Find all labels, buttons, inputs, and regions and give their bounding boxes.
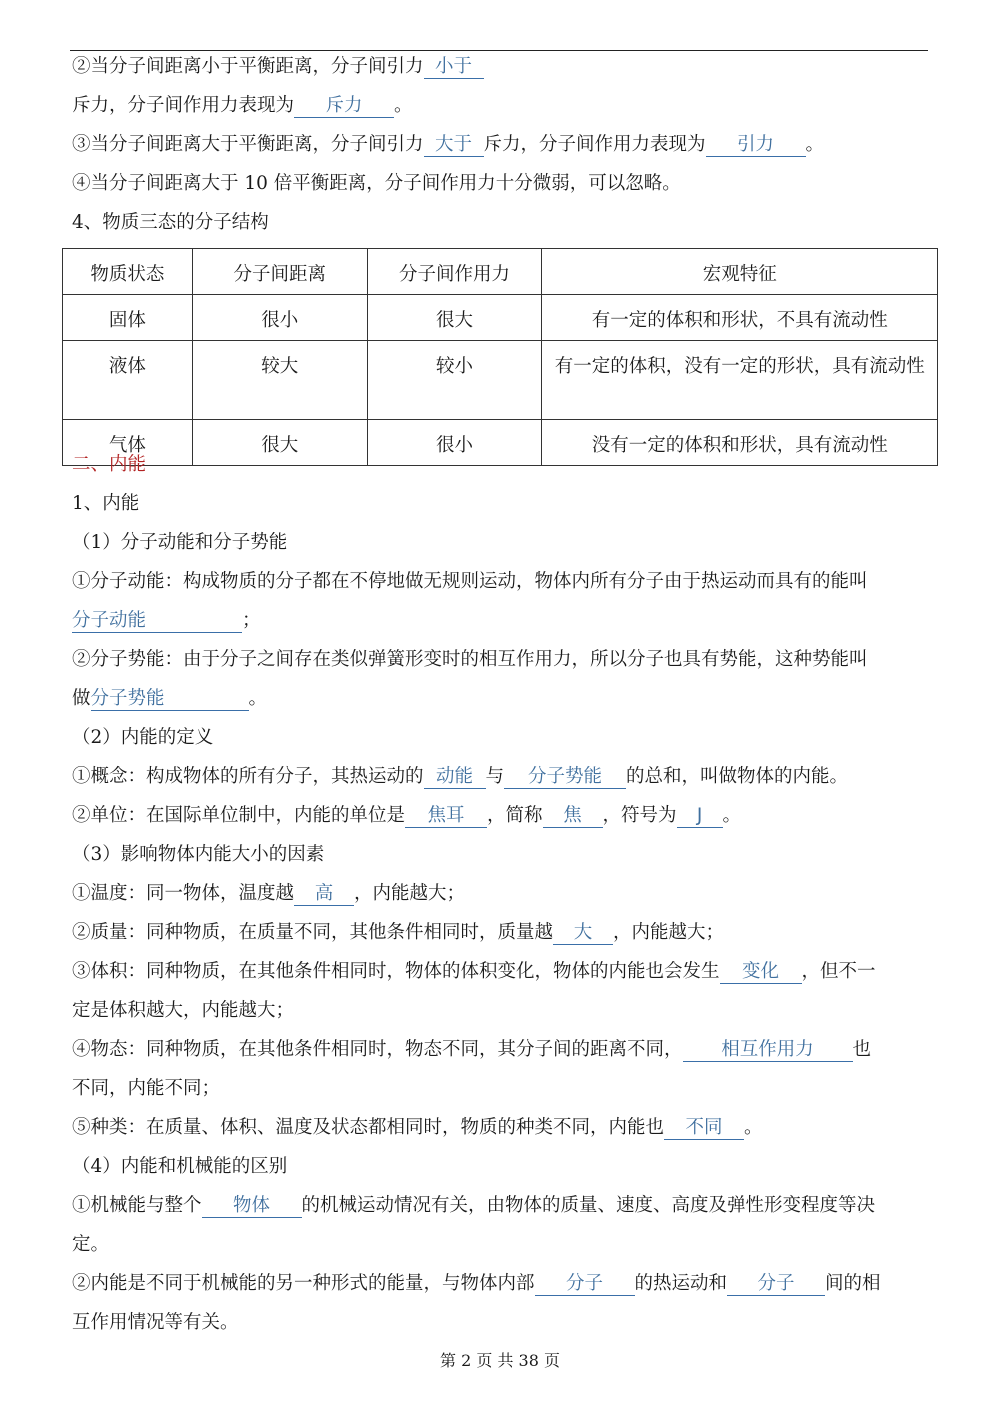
paragraph-kinetic-energy-cont — [72, 608, 261, 634]
subsection-heading: （1）分子动能和分子势能 — [72, 532, 288, 553]
subsection-heading: 4、物质三态的分子结构 — [72, 212, 269, 233]
paragraph-phase-cont: 不同，内能不同； — [72, 1078, 221, 1099]
paragraph-mechanical — [72, 1193, 875, 1219]
paragraph-internal-cont: 互作用情况等有关。 — [72, 1312, 239, 1333]
text: ①机械能与整个 — [72, 1195, 202, 1216]
text: ②单位：在国际单位制中，内能的单位是 — [72, 805, 406, 826]
answer-blank: 焦耳 — [405, 805, 487, 828]
text: 。 — [248, 688, 268, 709]
text: ④物态：同种物质，在其他条件相同时，物态不同，其分子间的距离不同， — [72, 1039, 683, 1060]
table-header: 分子间距离 — [192, 249, 367, 295]
text: ，但不一 — [801, 961, 876, 982]
paragraph-repulsion — [72, 93, 413, 119]
paragraph-potential-energy-cont — [72, 686, 267, 712]
table-header: 宏观特征 — [542, 249, 938, 295]
paragraph-potential-energy: ②分子势能：由于分子之间存在类似弹簧形变时的相互作用力，所以分子也具有势能，这种势能叫 — [72, 649, 868, 670]
answer-blank: 物体 — [202, 1195, 302, 1218]
text: 间的相 — [825, 1273, 881, 1294]
text: ③当分子间距离大于平衡距离，分子间引力 — [72, 134, 424, 155]
text: ①温度：同一物体，温度越 — [72, 883, 295, 904]
paragraph-concept — [72, 764, 848, 790]
paragraph-temperature — [72, 881, 465, 907]
answer-blank: 不同 — [664, 1117, 744, 1140]
text: ，内能越大； — [613, 922, 725, 943]
paragraph-kinetic-energy: ①分子动能：构成物质的分子都在不停地做无规则运动，物体内所有分子由于热运动而具有的能叫 — [72, 571, 868, 592]
text: 也 — [852, 1039, 872, 1060]
paragraph-kind — [72, 1115, 763, 1141]
text: 。 — [805, 134, 825, 155]
table-cell: 较大 — [192, 341, 367, 420]
table-row — [63, 420, 938, 466]
paragraph-internal — [72, 1271, 881, 1297]
text: ②内能是不同于机械能的另一种形式的能量，与物体内部 — [72, 1273, 535, 1294]
table-cell: 气体 — [63, 420, 193, 466]
answer-blank: J — [677, 805, 723, 828]
text: ②质量：同种物质，在质量不同，其他条件相同时，质量越 — [72, 922, 554, 943]
table-cell: 液体 — [63, 341, 193, 420]
answer-blank: 分子势能 — [504, 766, 626, 789]
paragraph-unit — [72, 803, 741, 829]
text: 的热运动和 — [634, 1273, 728, 1294]
table-cell: 很大 — [367, 295, 542, 341]
paragraph-negligible: ④当分子间距离大于 10 倍平衡距离，分子间作用力十分微弱，可以忽略。 — [72, 173, 681, 194]
answer-blank: 小于 — [424, 56, 484, 79]
paragraph-phase — [72, 1037, 871, 1063]
text: ，符号为 — [602, 805, 677, 826]
text: ②当分子间距离小于平衡距离，分子间引力 — [72, 56, 424, 77]
table-header: 分子间作用力 — [367, 249, 542, 295]
subsection-heading: 1、内能 — [72, 493, 140, 514]
text: 。 — [744, 1117, 763, 1138]
answer-blank: 分子 — [727, 1273, 825, 1296]
answer-blank: 相互作用力 — [683, 1039, 853, 1062]
table-header: 物质状态 — [63, 249, 193, 295]
text: ⑤种类：在质量、体积、温度及状态都相同时，物质的种类不同，内能也 — [72, 1117, 665, 1138]
paragraph-attraction-greater — [72, 132, 824, 158]
text: 斥力，分子间作用力表现为 — [483, 134, 706, 155]
paragraph-mass — [72, 920, 724, 946]
answer-blank: 变化 — [720, 961, 802, 984]
subsection-heading: （2）内能的定义 — [72, 727, 214, 748]
table-row — [63, 295, 938, 341]
answer-blank: 引力 — [706, 134, 806, 157]
table-cell: 很小 — [192, 295, 367, 341]
answer-blank: 斥力 — [294, 95, 394, 118]
answer-blank: 分子势能 — [91, 688, 249, 711]
answer-blank: 大于 — [424, 134, 484, 157]
answer-blank: 分子 — [535, 1273, 635, 1296]
paragraph-volume — [72, 959, 876, 985]
table-header-row — [63, 249, 938, 295]
paragraph-attraction-less — [72, 54, 484, 80]
text: ③体积：同种物质，在其他条件相同时，物体的体积变化，物体的内能也会发生 — [72, 961, 720, 982]
table-row — [63, 341, 938, 420]
page-footer: 第 2 页 共 38 页 — [440, 1351, 560, 1370]
text: ，内能越大； — [354, 883, 466, 904]
text: 斥力，分子间作用力表现为 — [72, 95, 295, 116]
answer-blank: 动能 — [424, 766, 486, 789]
table-cell: 较小 — [367, 341, 542, 420]
paragraph-mechanical-cont: 定。 — [72, 1234, 110, 1255]
text: 与 — [485, 766, 505, 787]
text: ； — [242, 610, 261, 631]
text: 的机械运动情况有关，由物体的质量、速度、高度及弹性形变程度等决 — [301, 1195, 876, 1216]
subsection-heading: （3）影响物体内能大小的因素 — [72, 844, 325, 865]
three-states-table — [62, 248, 938, 466]
answer-blank: 大 — [553, 922, 613, 945]
paragraph-volume-cont: 定是体积越大，内能越大； — [72, 1000, 295, 1021]
answer-blank: 焦 — [543, 805, 603, 828]
header-rule — [70, 50, 928, 51]
text: 。 — [394, 95, 413, 116]
answer-blank: 分子动能 — [72, 610, 242, 633]
text: ，简称 — [487, 805, 543, 826]
text: 做 — [72, 688, 91, 709]
text: 的总和，叫做物体的内能。 — [626, 766, 849, 787]
subsection-heading: （4）内能和机械能的区别 — [72, 1156, 288, 1177]
answer-blank: 高 — [294, 883, 354, 906]
section-title: 二、内能 — [72, 454, 147, 475]
text: 。 — [722, 805, 742, 826]
table-cell: 没有一定的体积和形状，具有流动性 — [542, 420, 938, 466]
table-cell: 固体 — [63, 295, 193, 341]
table-cell: 很小 — [367, 420, 542, 466]
table-cell: 有一定的体积，没有一定的形状，具有流动性 — [542, 341, 938, 420]
text: ①概念：构成物体的所有分子，其热运动的 — [72, 766, 424, 787]
table-cell: 很大 — [192, 420, 367, 466]
table-cell: 有一定的体积和形状，不具有流动性 — [542, 295, 938, 341]
